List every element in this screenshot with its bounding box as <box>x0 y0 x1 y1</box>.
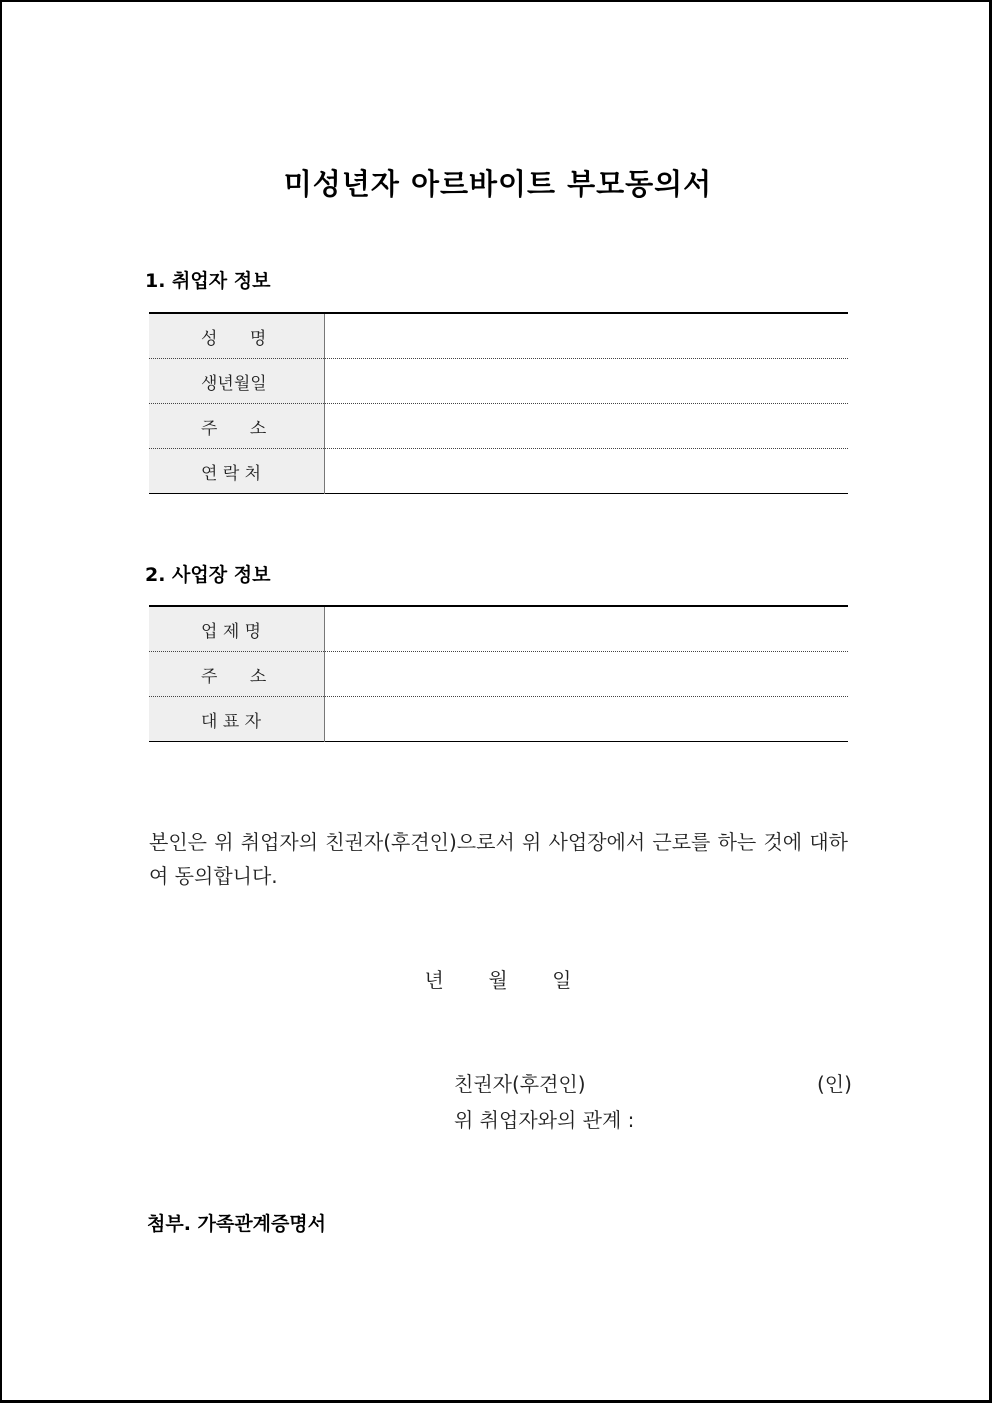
representative-field[interactable] <box>324 697 848 742</box>
table-row <box>149 404 848 449</box>
row-label-representative: 대 표 자 <box>149 697 324 742</box>
table-row <box>149 359 848 404</box>
table-row <box>149 697 848 742</box>
row-label-address: 주 소 <box>149 404 324 449</box>
guardian-label: 친권자(후견인) <box>454 1072 586 1096</box>
consent-statement: 본인은 위 취업자의 친권자(후견인)으로서 위 사업장에서 근로를 하는 것에 대하여 동의합니다. <box>149 830 848 888</box>
table-row <box>149 313 848 359</box>
table-row <box>149 606 848 652</box>
birthdate-field[interactable] <box>324 359 848 404</box>
relation-label: 위 취업자와의 관계 : <box>454 1108 635 1132</box>
row-label-business-address: 주 소 <box>149 652 324 697</box>
table-row <box>149 652 848 697</box>
section-heading-workplace-info: 2. 사업장 정보 <box>145 564 271 586</box>
section-heading-worker-info: 1. 취업자 정보 <box>145 270 271 292</box>
row-label-birthdate: 생년월일 <box>149 359 324 404</box>
name-field[interactable] <box>324 313 848 359</box>
row-label-contact: 연 락 처 <box>149 449 324 494</box>
attachment-note: 첨부. 가족관계증명서 <box>147 1213 327 1235</box>
contact-field[interactable] <box>324 449 848 494</box>
business-address-field[interactable] <box>324 652 848 697</box>
business-name-field[interactable] <box>324 606 848 652</box>
workplace-info-table <box>149 605 848 742</box>
seal-mark: (인) <box>817 1072 852 1096</box>
address-field[interactable] <box>324 404 848 449</box>
row-label-name: 성 명 <box>149 313 324 359</box>
document-title: 미성년자 아르바이트 부모동의서 <box>283 167 713 201</box>
worker-info-table <box>149 312 848 494</box>
date-line: 년 월 일 <box>424 968 572 992</box>
row-label-business-name: 업 제 명 <box>149 606 324 652</box>
table-row <box>149 449 848 494</box>
